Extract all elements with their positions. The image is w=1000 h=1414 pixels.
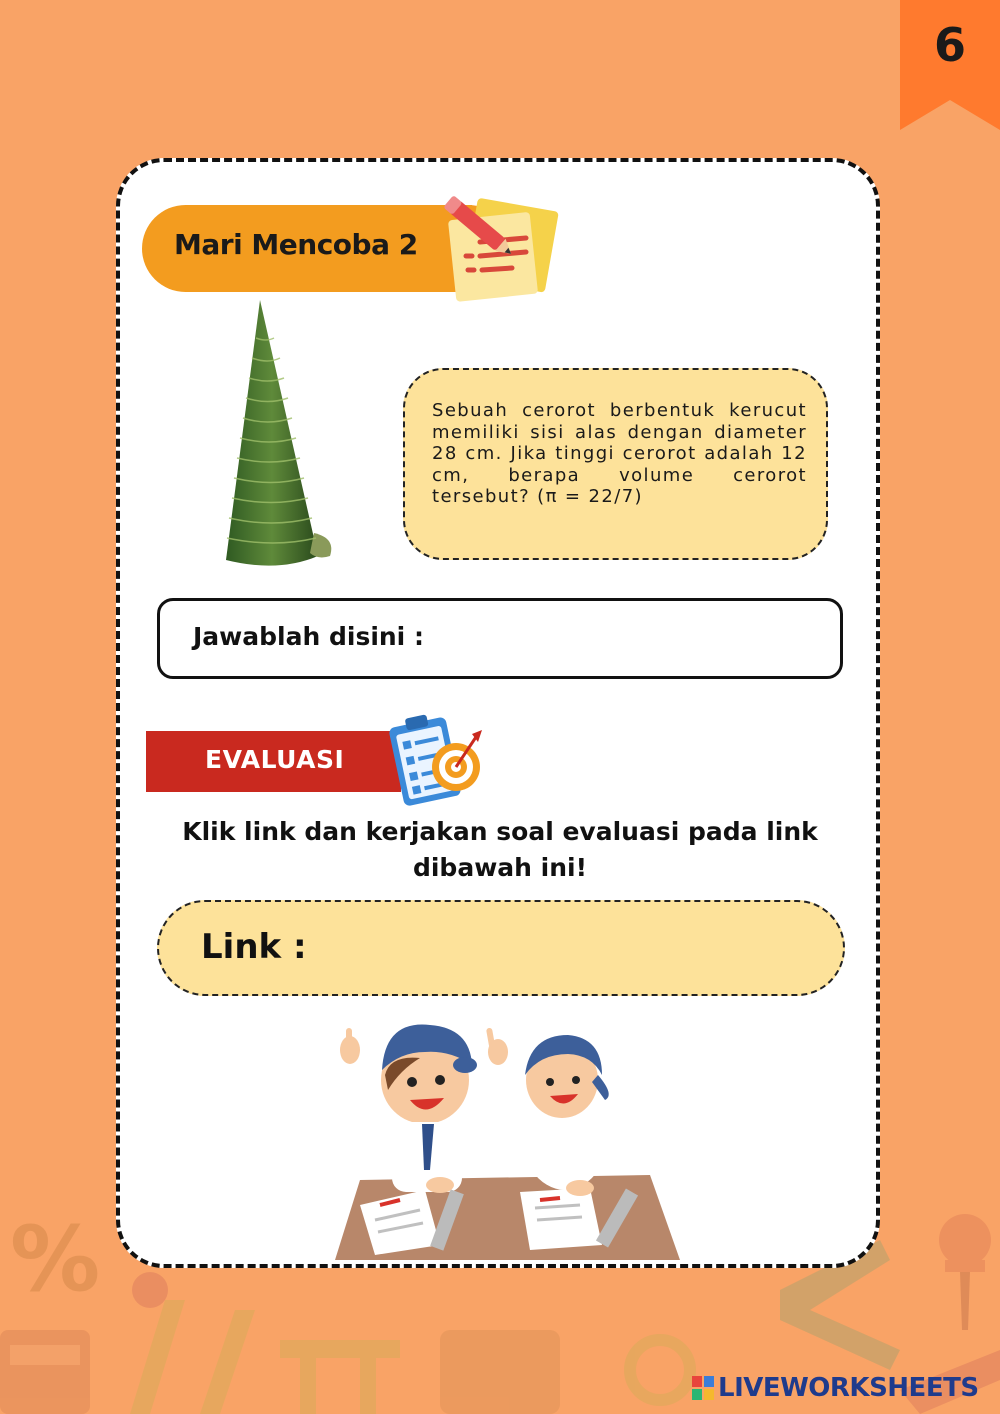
evaluation-heading: EVALUASI — [205, 745, 345, 774]
link-label: Link : — [201, 927, 307, 967]
question-text: Sebuah cerorot berbentuk kerucut memiliki sisi alas dengan diameter 28 cm. Jika tinggi cerorot adalah 12 cm, berapa volume cerorot tersebut? (π = 22/7) — [432, 400, 807, 507]
svg-text:%: % — [10, 1207, 101, 1312]
page-number: 6 — [933, 18, 966, 72]
liveworksheets-brand — [692, 1373, 979, 1403]
liveworksheets-logo-icon — [692, 1376, 714, 1400]
pencil-note-icon — [440, 192, 560, 307]
page-number-badge — [900, 0, 1000, 130]
section-title: Mari Mencoba 2 — [174, 228, 418, 261]
answer-label: Jawablah disini : — [193, 622, 424, 651]
clipboard-target-icon — [378, 712, 488, 812]
cerorot-cone-image — [218, 298, 343, 570]
students-illustration — [330, 1020, 680, 1262]
evaluation-instruction: Klik link dan kerjakan soal evaluasi pada link dibawah ini! — [182, 817, 818, 882]
liveworksheets-wordmark: LIVEWORKSHEETS — [718, 1373, 979, 1403]
